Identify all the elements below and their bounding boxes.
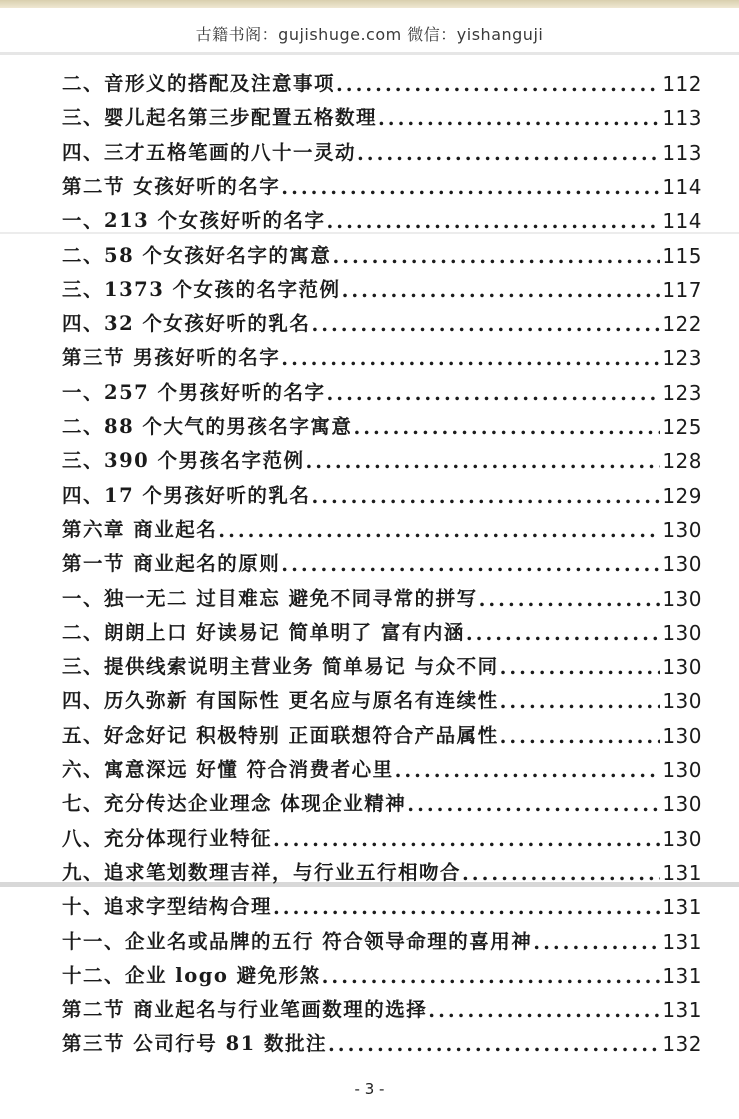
toc-entry-page-number: 130 <box>662 826 702 851</box>
toc-entry-page-number: 130 <box>662 655 702 680</box>
toc-dot-leader <box>281 347 660 370</box>
toc-dot-leader <box>500 690 661 713</box>
toc-entry-page-number: 131 <box>662 895 702 920</box>
toc-entry-page-number: 113 <box>662 106 702 131</box>
toc-entry <box>62 137 702 165</box>
toc-dot-leader <box>479 588 661 611</box>
toc-entry <box>62 480 702 508</box>
toc-entry-page-number: 130 <box>662 620 702 645</box>
toc-entry <box>62 205 702 233</box>
toc-entry-page-number: 130 <box>662 552 702 577</box>
toc-entry <box>62 754 702 782</box>
toc-dot-leader <box>407 793 660 816</box>
toc-entry-title: 一、257 个男孩好听的名字 <box>62 380 326 404</box>
toc-dot-leader <box>500 725 661 748</box>
toc-entry-page-number: 114 <box>662 174 702 199</box>
toc-entry-page-number: 123 <box>662 380 702 405</box>
toc-entry <box>62 308 702 336</box>
toc-entry <box>62 274 702 302</box>
toc-entry <box>62 377 702 405</box>
toc-entry <box>62 548 702 576</box>
toc-dot-leader <box>327 210 661 233</box>
toc-entry-title: 一、213 个女孩好听的名字 <box>62 209 326 233</box>
toc-entry-page-number: 117 <box>662 277 702 302</box>
toc-dot-leader <box>357 142 660 165</box>
toc-entry <box>62 1028 702 1056</box>
toc-entry <box>62 514 702 542</box>
toc-entry <box>62 651 702 679</box>
toc-entry <box>62 342 702 370</box>
toc-entry-page-number: 114 <box>662 209 702 234</box>
toc-entry-title: 二、音形义的搭配及注意事项 <box>62 72 336 95</box>
toc-entry <box>62 583 702 611</box>
toc-entry-title: 二、88 个大气的男孩名字寓意 <box>62 415 353 438</box>
toc-dot-leader <box>336 73 660 96</box>
toc-entry-page-number: 112 <box>662 72 702 96</box>
toc-entry-page-number: 130 <box>662 792 702 817</box>
toc-entry-page-number: 115 <box>662 243 702 268</box>
toc-entry <box>62 68 702 96</box>
toc-entry <box>62 788 702 816</box>
toc-entry-page-number: 129 <box>662 483 702 508</box>
toc-entry-title: 三、婴儿起名第三步配置五格数理 <box>62 106 378 130</box>
toc-entry-page-number: 125 <box>662 415 702 439</box>
toc-dot-leader <box>327 382 661 405</box>
toc-entry-title: 第六章 商业起名 <box>62 517 218 541</box>
toc-entry-title: 三、提供线索说明主营业务 简单易记 与众不同 <box>62 655 499 679</box>
toc-entry-page-number: 130 <box>662 723 702 748</box>
toc-entry <box>62 171 702 199</box>
toc-entry-title: 九、追求笔划数理吉祥，与行业五行相吻合 <box>62 860 462 884</box>
toc-dot-leader <box>273 828 660 851</box>
toc-entry-title: 四、三才五格笔画的八十一灵动 <box>62 140 357 164</box>
toc-entry <box>62 445 702 473</box>
toc-entry-page-number: 131 <box>662 860 702 885</box>
toc-dot-leader <box>500 656 661 679</box>
top-border-band <box>0 0 739 8</box>
toc-entry-title: 四、32 个女孩好听的乳名 <box>62 312 311 336</box>
toc-dot-leader <box>328 1033 660 1056</box>
toc-dot-leader <box>322 965 661 988</box>
toc-dot-leader <box>342 279 661 302</box>
toc-dot-leader <box>395 759 661 782</box>
toc-entry <box>62 926 702 954</box>
toc-dot-leader <box>281 176 660 199</box>
toc-dot-leader <box>281 553 660 576</box>
toc-entry-title: 一、独一无二 过目难忘 避免不同寻常的拼写 <box>62 586 478 610</box>
toc-dot-leader <box>378 107 660 130</box>
toc-dot-leader <box>311 485 660 508</box>
toc-entry <box>62 240 702 268</box>
toc-entry-title: 十二、企业 logo 避免形煞 <box>62 963 321 987</box>
toc-entry <box>62 102 702 130</box>
toc-entry <box>62 685 702 713</box>
toc-entry-page-number: 122 <box>662 312 702 337</box>
toc-entry-title: 八、充分体现行业特征 <box>62 826 273 850</box>
toc-dot-leader <box>273 896 660 919</box>
toc-entry-title: 四、17 个男孩好听的乳名 <box>62 483 311 507</box>
toc-entry <box>62 720 702 748</box>
scan-shadow-top <box>0 52 739 55</box>
toc-entry-title: 七、充分传达企业理念 体现企业精神 <box>62 792 407 816</box>
toc-entry-title: 第三节 男孩好听的名字 <box>62 346 281 370</box>
toc-entry-page-number: 130 <box>662 758 702 782</box>
toc-entry-title: 四、历久弥新 有国际性 更名应与原名有连续性 <box>62 689 499 713</box>
toc-entry-title: 十一、企业名或品牌的五行 符合领导命理的喜用神 <box>62 929 533 953</box>
toc-entry-page-number: 130 <box>662 586 702 611</box>
toc-entry-title: 第二节 女孩好听的名字 <box>62 174 281 198</box>
toc-entry-page-number: 132 <box>662 1032 702 1057</box>
toc-entry-page-number: 131 <box>662 963 702 988</box>
toc-entry-title: 二、58 个女孩好名字的寓意 <box>62 243 332 267</box>
watermark-header: 古籍书阁：gujishuge.com 微信：yishanguji <box>195 25 544 44</box>
toc-entry <box>62 411 702 439</box>
toc-entry <box>62 891 702 919</box>
toc-dot-leader <box>353 416 660 439</box>
toc-entry-page-number: 123 <box>662 346 702 371</box>
toc-entry <box>62 823 702 851</box>
toc-entry <box>62 960 702 988</box>
toc-entry-page-number: 128 <box>662 449 702 474</box>
toc-entry-title: 三、1373 个女孩的名字范例 <box>62 277 341 301</box>
toc-entry-title: 五、好念好记 积极特别 正面联想符合产品属性 <box>62 723 499 747</box>
toc-entry-page-number: 113 <box>662 140 702 165</box>
toc-entry-page-number: 131 <box>662 929 702 954</box>
toc-entry-title: 六、寓意深远 好懂 符合消费者心里 <box>62 758 394 781</box>
toc-dot-leader <box>218 519 660 542</box>
toc-entry <box>62 617 702 645</box>
toc-dot-leader <box>311 313 660 336</box>
toc-entry-title: 三、390 个男孩名字范例 <box>62 449 305 473</box>
toc-entry-page-number: 130 <box>662 689 702 714</box>
toc-dot-leader <box>332 245 660 268</box>
toc-entry-title: 十、追求字型结构合理 <box>62 895 273 919</box>
toc-dot-leader <box>466 622 660 645</box>
toc-entry-title: 第一节 商业起名的原则 <box>62 552 281 576</box>
toc-entry-page-number: 131 <box>662 998 702 1023</box>
toc-entry <box>62 994 702 1022</box>
page-number: - 3 - <box>354 1080 385 1098</box>
toc-dot-leader <box>428 999 660 1022</box>
toc-dot-leader <box>462 862 660 885</box>
toc-entry-title: 二、朗朗上口 好读易记 简单明了 富有内涵 <box>62 620 465 644</box>
toc-entry-title: 第三节 公司行号 81 数批注 <box>62 1032 328 1056</box>
toc-dot-leader <box>306 450 661 473</box>
toc-entry <box>62 857 702 885</box>
toc-dot-leader <box>533 931 660 954</box>
toc-entry-page-number: 130 <box>662 517 702 542</box>
toc-entry-title: 第二节 商业起名与行业笔画数理的选择 <box>62 998 428 1022</box>
